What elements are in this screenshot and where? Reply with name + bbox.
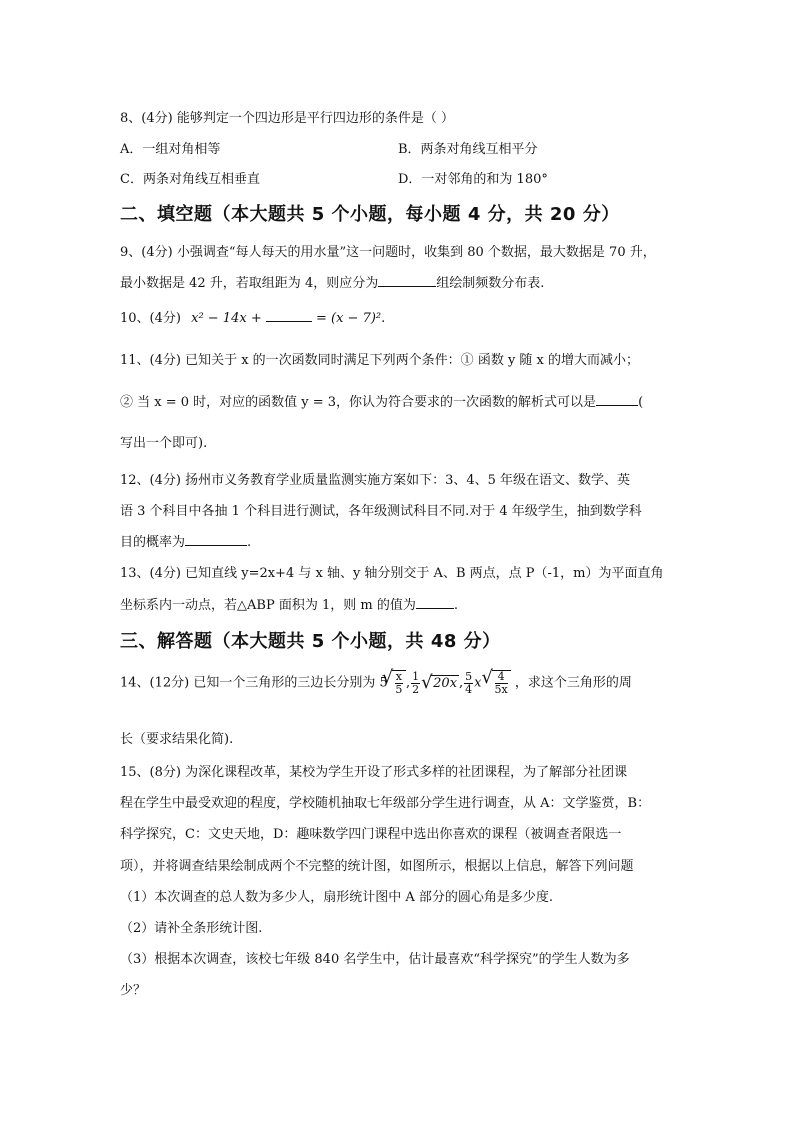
q12-answer-blank[interactable] bbox=[185, 533, 247, 546]
q14-line1 bbox=[120, 670, 632, 696]
q11-line3: 写出一个即可). bbox=[120, 436, 208, 451]
radical-3: √ $\frac{4}{5x}$ bbox=[492, 670, 511, 696]
q12-line3-text-a: 目的概率为 bbox=[120, 535, 186, 550]
q15-line1: 15、(8分) 为深化课程改革，某校为学生开设了形式多样的社团课程，为了解部分社团课 bbox=[120, 765, 628, 780]
q8-stem: 8、(4分) 能够判定一个四边形是平行四边形的条件是（ ） bbox=[120, 111, 454, 126]
section-2-title: 二、填空题（本大题共 5 个小题，每小题 4 分，共 20 分） bbox=[120, 204, 620, 225]
q10-end: . bbox=[381, 311, 386, 326]
q11-line2-text-b: ( bbox=[638, 395, 644, 410]
q10-prefix: 10、(4分) bbox=[120, 311, 181, 326]
q13-line1: 13、(4分) 已知直线 y=2x+4 与 x 轴、y 轴分别交于 A、B 两点，点 P（-1，m）为平面直角 bbox=[120, 566, 664, 581]
q8-option-a: A．一组对角相等 bbox=[120, 142, 221, 157]
q15-line2: 程在学生中最受欢迎的程度，学校随机抽取七年级部分学生进行调查，从 A：文学鉴赏，B： bbox=[120, 796, 651, 811]
q15-line3: 科学探究，C：文史天地，D：趣味数学四门课程中选出你喜欢的课程（被调查者限选一 bbox=[120, 827, 622, 842]
q12-line3 bbox=[120, 531, 251, 550]
q10-answer-blank[interactable] bbox=[266, 309, 312, 322]
q13-line2-text-b: . bbox=[453, 598, 458, 613]
q11-answer-blank[interactable] bbox=[596, 393, 638, 406]
q9-line1: 9、(4分) 小强调查“每人每天的用水量”这一问题时，收集到 80 个数据，最大数据是 70 升， bbox=[120, 245, 656, 260]
q10-line bbox=[120, 307, 385, 326]
q12-line3-text-b: . bbox=[247, 535, 252, 550]
radical-1: √ $\frac{x}{5}$ bbox=[392, 670, 406, 696]
q8-option-d: D．一对邻角的和为 180° bbox=[398, 172, 548, 187]
q15-sub3: （3）根据本次调查，该校七年级 840 名学生中，估计最喜欢“科学探究”的学生人数为多 bbox=[120, 952, 630, 967]
q15-sub3-cont: 少？ bbox=[120, 983, 147, 998]
q9-line2-text-b: 组绘制频数分布表. bbox=[436, 276, 545, 291]
q12-line1: 12、(4分) 扬州市义务教育学业质量监测实施方案如下：3、4、5 年级在语文、数学、英 bbox=[120, 473, 631, 488]
q15-line4: 项），并将调查结果绘制成两个不完整的统计图，如图所示，根据以上信息，解答下列问题 bbox=[120, 859, 634, 874]
q10-expr-left: x² − 14x + bbox=[191, 311, 262, 326]
q11-line2-text-a: ② 当 x = 0 时，对应的函数值 y = 3，你认为符合要求的一次函数的解析式可以是 bbox=[120, 395, 597, 410]
q13-line2 bbox=[120, 594, 458, 613]
q10-expr-right: = (x − 7)² bbox=[316, 311, 382, 326]
q12-line2: 语 3 个科目中各抽 1 个科目进行测试，各年级测试科目不同.对于 4 年级学生，抽到数学科 bbox=[120, 504, 642, 519]
q9-line2 bbox=[120, 272, 544, 291]
q9-line2-text-a: 最小数据是 42 升，若取组距为 4，则应分为 bbox=[120, 276, 379, 291]
q11-line2 bbox=[120, 391, 643, 410]
section-3-title: 三、解答题（本大题共 5 个小题，共 48 分） bbox=[120, 631, 501, 652]
q14-suffix: ，求这个三角形的周 bbox=[514, 675, 632, 691]
q14-expression: 5 √ $\frac{x}{5}$ , $\frac{1}{2}$ √ 20x , $\frac{5}{4}$ x √ $\frac{4}{5x}$ bbox=[380, 670, 511, 696]
q15-sub2: （2）请补全条形统计图. bbox=[120, 921, 263, 936]
q13-answer-blank[interactable] bbox=[416, 596, 454, 609]
q15-sub1: （1）本次调查的总人数为多少人，扇形统计图中 A 部分的圆心角是多少度. bbox=[120, 890, 554, 905]
radical-2: √ 20x bbox=[431, 675, 459, 691]
q14-line2: 长（要求结果化简). bbox=[120, 732, 234, 747]
q9-answer-blank[interactable] bbox=[378, 274, 436, 287]
q13-line2-text-a: 坐标系内一动点，若△ABP 面积为 1，则 m 的值为 bbox=[120, 598, 416, 613]
q14-prefix: 14、(12分) 已知一个三角形的三边长分别为 bbox=[120, 675, 376, 691]
q8-option-b: B．两条对角线互相平分 bbox=[398, 142, 538, 157]
q11-line1: 11、(4分) 已知关于 x 的一次函数同时满足下列两个条件：① 函数 y 随 x 的增大而减小； bbox=[120, 353, 640, 368]
q8-option-c: C．两条对角线互相垂直 bbox=[120, 172, 260, 187]
